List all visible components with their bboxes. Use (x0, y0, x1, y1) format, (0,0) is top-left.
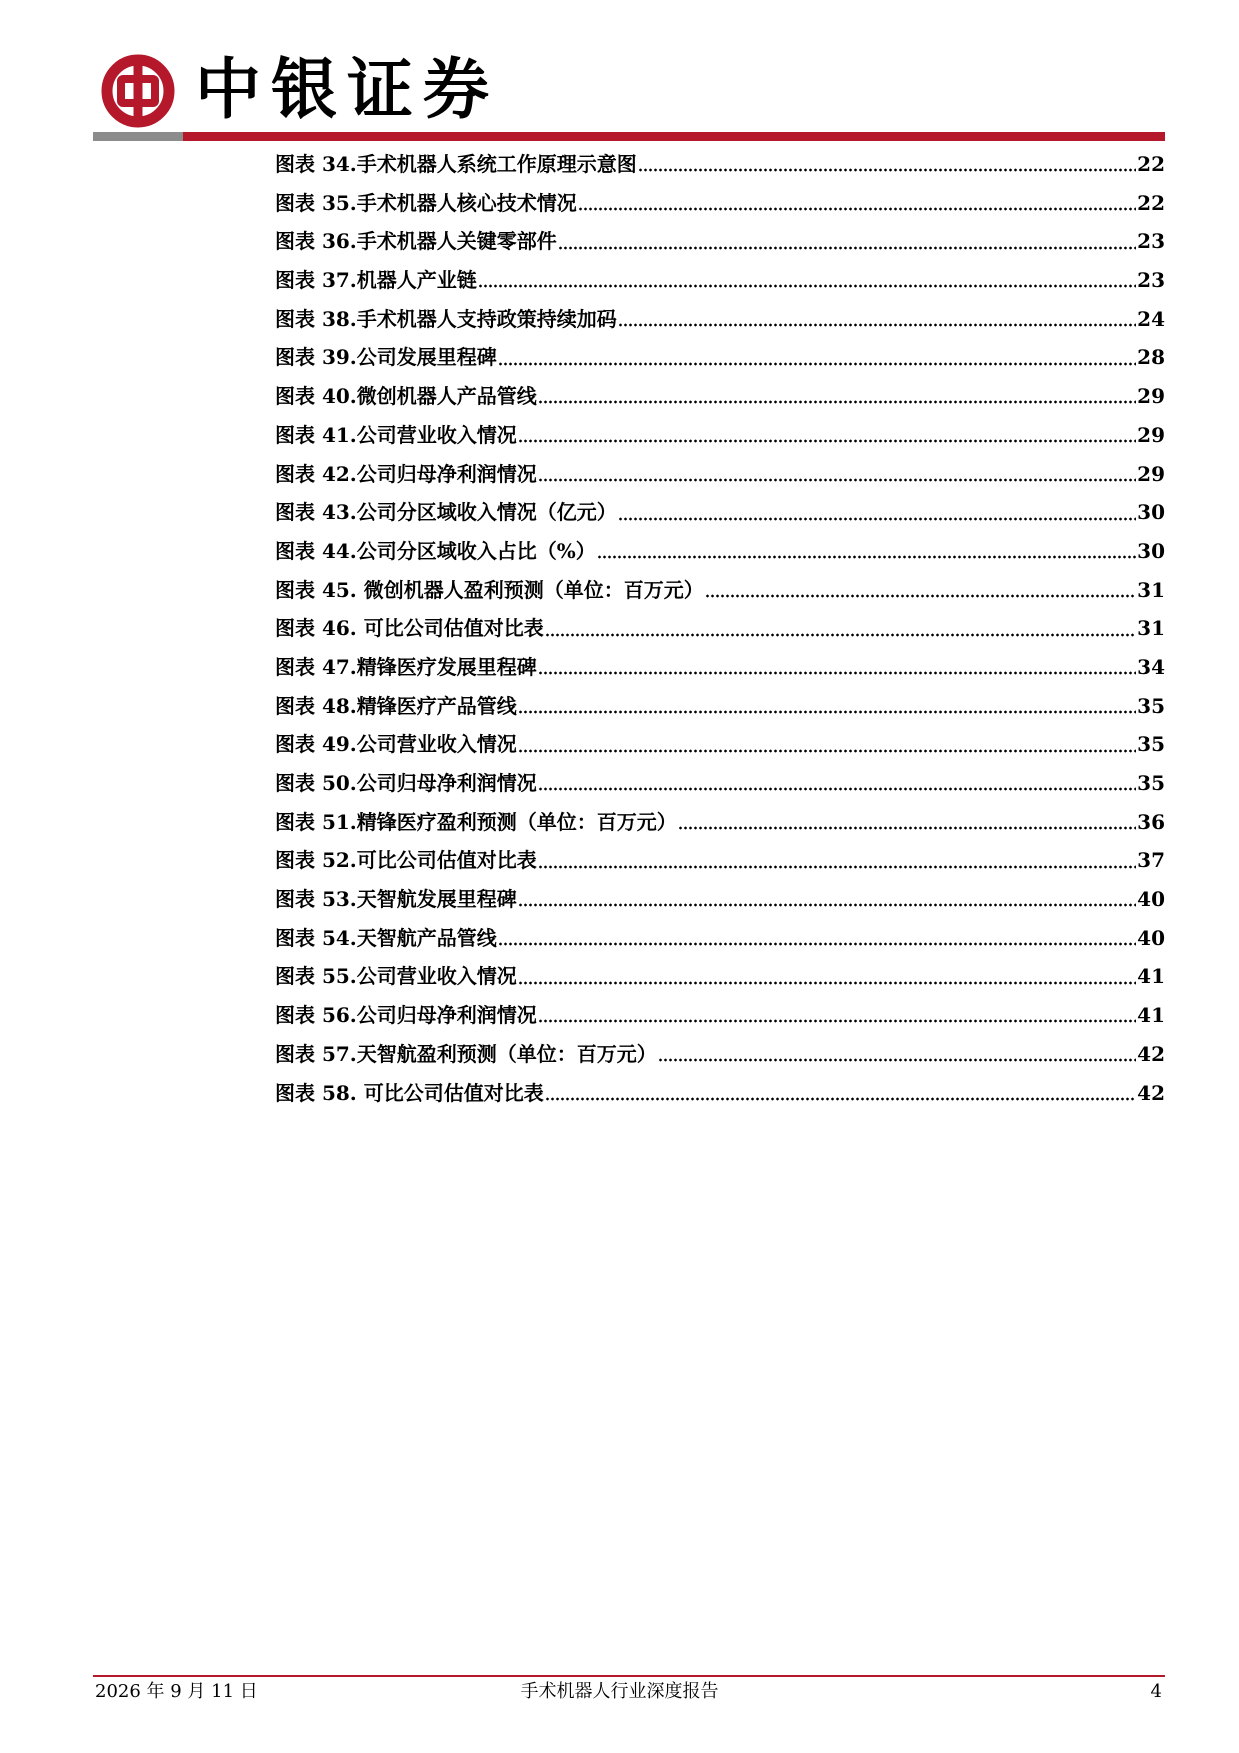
toc-entry[interactable] (275, 377, 1165, 416)
toc-entry-label: 图表 57.天智航盈利预测（单位：百万元） (275, 1041, 657, 1066)
toc-entry-label: 图表 51.精锋医疗盈利预测（单位：百万元） (275, 809, 677, 834)
toc-entry-label: 图表 50.公司归母净利润情况 (275, 771, 537, 795)
toc-entry-page: 42 (1137, 1041, 1165, 1066)
toc-entry-page: 31 (1137, 616, 1165, 641)
toc-dot-leader (518, 734, 1136, 756)
toc-entry[interactable] (275, 261, 1165, 300)
toc-dot-leader (538, 772, 1136, 794)
toc-entry[interactable] (275, 1035, 1165, 1074)
toc-entry-label: 图表 54.天智航产品管线 (275, 925, 497, 950)
toc-entry[interactable] (275, 184, 1165, 223)
toc-entry-label: 图表 36.手术机器人关键零部件 (275, 229, 557, 254)
toc-entry[interactable] (275, 1074, 1165, 1113)
footer-rule (93, 1675, 1165, 1677)
toc-dot-leader (538, 1004, 1136, 1026)
toc-entry-page: 40 (1137, 887, 1165, 912)
toc-dot-leader (518, 695, 1136, 717)
toc-entry-page: 30 (1137, 500, 1165, 525)
toc-dot-leader (538, 850, 1136, 872)
toc-dot-leader (678, 811, 1136, 833)
toc-entry-page: 29 (1137, 422, 1165, 447)
toc-entry[interactable] (275, 571, 1165, 610)
toc-entry-label: 图表 35.手术机器人核心技术情况 (275, 190, 577, 215)
page-header (0, 0, 1239, 145)
toc-entry-label: 图表 42.公司归母净利润情况 (275, 461, 537, 486)
toc-dot-leader (638, 153, 1136, 175)
toc-entry-label: 图表 55.公司营业收入情况 (275, 964, 517, 989)
toc-entry-label: 图表 37.机器人产业链 (275, 268, 477, 293)
toc-dot-leader (618, 308, 1136, 330)
toc-entry-page: 24 (1137, 306, 1165, 331)
toc-entry-label: 图表 41.公司营业收入情况 (275, 422, 517, 447)
toc-entry[interactable] (275, 416, 1165, 455)
toc-dot-leader (597, 540, 1136, 562)
toc-entry-label: 图表 56.公司归母净利润情况 (275, 1003, 537, 1028)
toc-entry[interactable] (275, 300, 1165, 339)
header-rule-red (183, 132, 1165, 141)
toc-dot-leader (658, 1043, 1136, 1065)
toc-entry-page: 23 (1137, 268, 1165, 293)
toc-entry-label: 图表 44.公司分区域收入占比（%） (275, 538, 596, 563)
footer-report-title: 手术机器人行业深度报告 (520, 1681, 719, 1702)
toc-entry-page: 40 (1137, 925, 1165, 950)
toc-entry[interactable] (275, 764, 1165, 803)
toc-entry[interactable] (275, 222, 1165, 261)
toc-entry-page: 22 (1137, 152, 1165, 176)
toc-entry-page: 35 (1137, 771, 1165, 795)
toc-entry-label: 图表 40.微创机器人产品管线 (275, 384, 537, 409)
toc-dot-leader (538, 656, 1136, 678)
toc-entry-page: 22 (1137, 190, 1165, 215)
toc-dot-leader (478, 269, 1136, 291)
toc-dot-leader (498, 927, 1136, 949)
toc-dot-leader (518, 424, 1136, 446)
toc-entry-label: 图表 47.精锋医疗发展里程碑 (275, 654, 537, 679)
toc-entry-label: 图表 45. 微创机器人盈利预测（单位：百万元） (275, 577, 704, 602)
toc-entry[interactable] (275, 687, 1165, 726)
toc-entry-page: 28 (1137, 345, 1165, 370)
toc-entry[interactable] (275, 841, 1165, 880)
toc-entry-page: 34 (1137, 654, 1165, 679)
toc-dot-leader (538, 385, 1136, 407)
toc-entry[interactable] (275, 145, 1165, 184)
toc-entry-label: 图表 46. 可比公司估值对比表 (275, 616, 544, 641)
toc-entry-page: 35 (1137, 732, 1165, 757)
header-rule-gray (93, 132, 183, 141)
toc-entry-page: 41 (1137, 964, 1165, 989)
toc-entry[interactable] (275, 532, 1165, 571)
toc-dot-leader (545, 1082, 1136, 1104)
toc-entry-page: 37 (1137, 848, 1165, 873)
toc-dot-leader (618, 502, 1136, 524)
toc-dot-leader (518, 966, 1136, 988)
toc-entry-page: 29 (1137, 384, 1165, 409)
toc-entry-label: 图表 48.精锋医疗产品管线 (275, 693, 517, 718)
toc-entry[interactable] (275, 725, 1165, 764)
toc-entry[interactable] (275, 338, 1165, 377)
toc-entry[interactable] (275, 880, 1165, 919)
toc-entry-label: 图表 53.天智航发展里程碑 (275, 887, 517, 912)
toc-entry[interactable] (275, 648, 1165, 687)
toc-entry-label: 图表 39.公司发展里程碑 (275, 345, 497, 370)
toc-entry-page: 41 (1137, 1003, 1165, 1028)
toc-entry[interactable] (275, 609, 1165, 648)
toc-entry-label: 图表 58. 可比公司估值对比表 (275, 1080, 544, 1105)
toc-entry[interactable] (275, 919, 1165, 958)
footer-page-number: 4 (1150, 1681, 1162, 1702)
toc-dot-leader (558, 231, 1136, 253)
toc-dot-leader (498, 347, 1136, 369)
toc-entry[interactable] (275, 803, 1165, 842)
toc-dot-leader (538, 463, 1136, 485)
toc-entry[interactable] (275, 957, 1165, 996)
figure-index-list (275, 145, 1165, 1112)
toc-dot-leader (705, 579, 1136, 601)
toc-entry-label: 图表 34.手术机器人系统工作原理示意图 (275, 152, 637, 176)
toc-entry-page: 35 (1137, 693, 1165, 718)
footer-date: 2026 年 9 月 11 日 (95, 1681, 258, 1702)
toc-entry-page: 29 (1137, 461, 1165, 486)
toc-entry-page: 30 (1137, 538, 1165, 563)
toc-entry-page: 31 (1137, 577, 1165, 602)
toc-entry-page: 23 (1137, 229, 1165, 254)
toc-entry[interactable] (275, 455, 1165, 494)
toc-entry-label: 图表 52.可比公司估值对比表 (275, 848, 537, 873)
toc-entry-label: 图表 38.手术机器人支持政策持续加码 (275, 306, 617, 331)
toc-entry[interactable] (275, 493, 1165, 532)
brand-name: 中银证券 (195, 51, 499, 128)
toc-dot-leader (545, 618, 1136, 640)
toc-entry-label: 图表 43.公司分区域收入情况（亿元） (275, 500, 617, 525)
toc-entry-page: 36 (1137, 809, 1165, 834)
toc-entry[interactable] (275, 996, 1165, 1035)
bank-of-china-logo-icon (100, 53, 176, 129)
toc-entry-page: 42 (1137, 1080, 1165, 1105)
toc-entry-label: 图表 49.公司营业收入情况 (275, 732, 517, 757)
toc-dot-leader (578, 192, 1136, 214)
toc-dot-leader (518, 888, 1136, 910)
